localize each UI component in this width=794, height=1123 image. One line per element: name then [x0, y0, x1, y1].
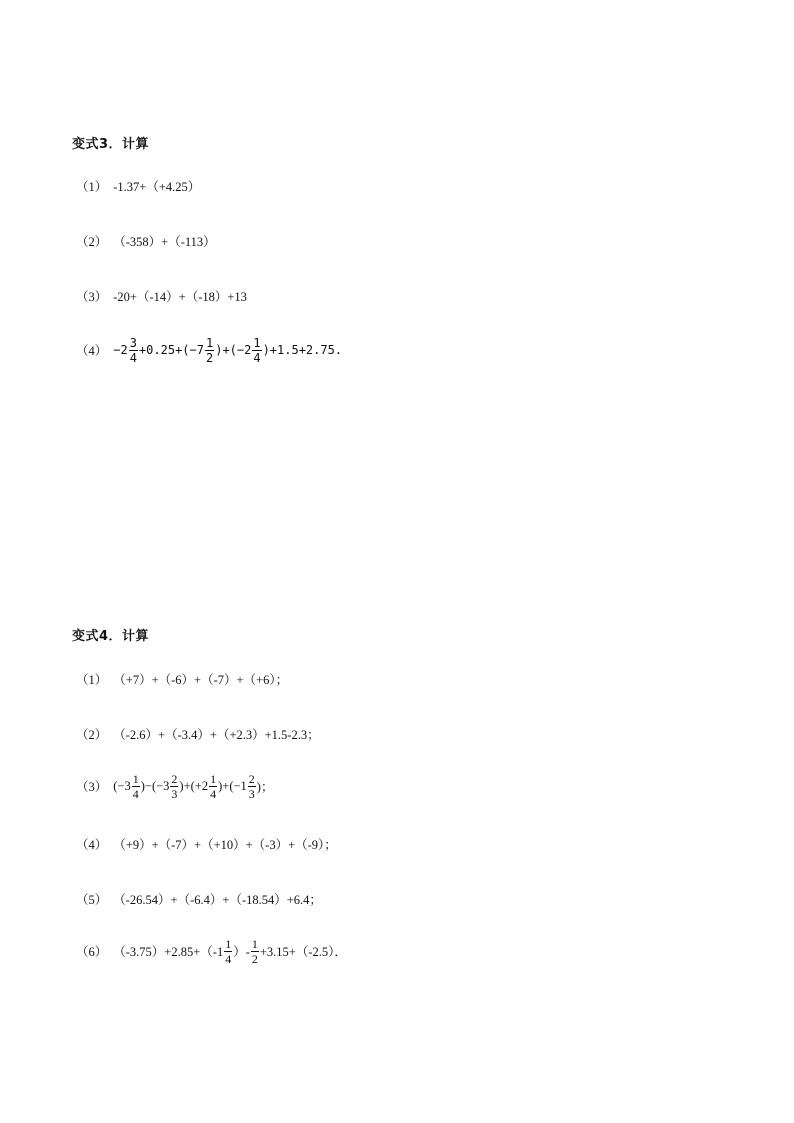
fraction — [248, 773, 256, 800]
problem-number: （3） — [76, 290, 108, 304]
expr-part: )； — [256, 780, 274, 794]
denominator: 3 — [171, 786, 178, 801]
problem-3-3 — [76, 282, 247, 310]
numerator: 1 — [205, 335, 214, 350]
expr-part: +3.15+（-2.5）． — [259, 945, 347, 959]
problem-4-5 — [76, 885, 322, 913]
problem-4-3 — [76, 772, 273, 800]
numerator: 1 — [210, 771, 217, 786]
problem-number: （3） — [76, 780, 108, 794]
problem-4-2 — [76, 720, 320, 748]
fraction — [129, 337, 138, 364]
denominator: 4 — [253, 350, 261, 365]
section-4-title: 变式4．计算 — [72, 629, 150, 644]
problem-number: （4） — [76, 344, 108, 358]
problem-expression: （+9）+（-7）+（+10）+（-3）+（-9）； — [113, 838, 337, 852]
problem-number: （2） — [76, 728, 108, 742]
expr-part: ）- — [233, 945, 250, 959]
numerator: 1 — [225, 936, 232, 951]
problem-3-1 — [76, 172, 200, 200]
problem-3-2 — [76, 227, 216, 255]
problem-3-4 — [76, 336, 342, 364]
problem-expression: （+7）+（-6）+（-7）+（+6）； — [113, 673, 289, 687]
fraction — [132, 773, 140, 800]
problem-number: （5） — [76, 893, 108, 907]
expr-part: )+1.5+2.75. — [262, 343, 343, 357]
expr-part: (−3 — [113, 778, 131, 793]
problem-number: （1） — [76, 673, 108, 687]
problem-expression: -20+（-14）+（-18）+13 — [113, 290, 247, 304]
expr-part: )+(−2 — [215, 343, 252, 357]
fraction — [251, 938, 259, 965]
fraction — [252, 337, 261, 364]
fraction — [205, 337, 214, 364]
problem-4-1 — [76, 665, 288, 693]
denominator: 4 — [210, 786, 217, 801]
problem-number: （6） — [76, 945, 108, 959]
fraction — [224, 938, 232, 965]
expr-part: +0.25+(−7 — [138, 343, 204, 357]
numerator: 1 — [132, 771, 139, 786]
denominator: 4 — [129, 350, 137, 365]
fraction — [209, 773, 217, 800]
denominator: 2 — [205, 350, 214, 365]
numerator: 2 — [248, 771, 255, 786]
numerator: 1 — [253, 335, 261, 350]
expr-part: )+(+2 — [179, 778, 209, 793]
expr-part: )+(−1 — [218, 778, 247, 793]
numerator: 2 — [171, 771, 178, 786]
denominator: 4 — [225, 951, 232, 966]
problem-4-4 — [76, 830, 337, 858]
problem-number: （2） — [76, 235, 108, 249]
problem-number: （4） — [76, 838, 108, 852]
numerator: 3 — [129, 335, 137, 350]
denominator: 4 — [132, 786, 139, 801]
problem-number: （1） — [76, 180, 108, 194]
expr-part: )−(−3 — [140, 778, 170, 793]
denominator: 2 — [251, 951, 258, 966]
problem-expression: （-2.6）+（-3.4）+（+2.3）+1.5-2.3； — [113, 728, 320, 742]
fraction — [170, 773, 178, 800]
problem-expression: -1.37+（+4.25） — [113, 180, 201, 194]
problem-4-6 — [76, 937, 347, 965]
section-3-title: 变式3．计算 — [72, 137, 150, 152]
problem-expression: （-26.54）+（-6.4）+（-18.54）+6.4； — [113, 893, 322, 907]
expr-part: （-3.75）+2.85+（-1 — [113, 945, 224, 959]
numerator: 1 — [251, 936, 258, 951]
denominator: 3 — [248, 786, 255, 801]
expr-part: −2 — [113, 343, 128, 357]
problem-expression: （-358）+（-113） — [113, 235, 216, 249]
